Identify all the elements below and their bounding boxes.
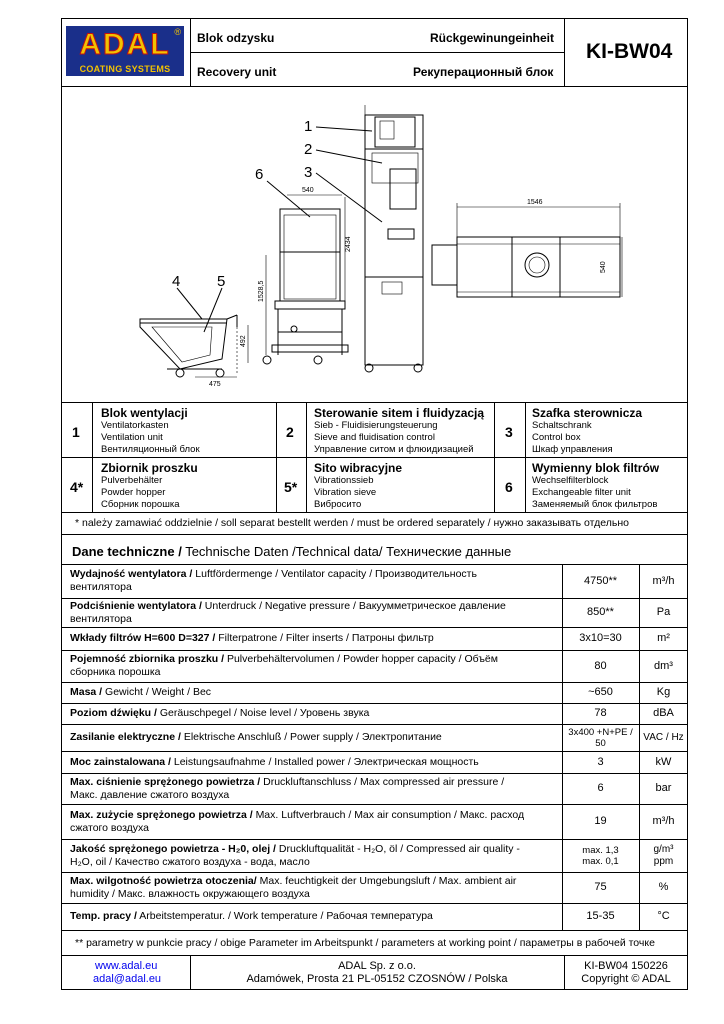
tech-param-unit: m³/h — [652, 815, 675, 827]
tech-param-value: 3 — [597, 755, 604, 768]
tech-param-unit: % — [658, 881, 669, 893]
callout-2: 2 — [304, 141, 313, 158]
tech-param-unit: Kg — [656, 686, 671, 698]
tech-param-unit: dBA — [653, 707, 674, 719]
dim-2434: 2434 — [345, 236, 352, 252]
component-number: 6 — [505, 479, 513, 495]
component-ru: Управление ситом и флюидизацией — [314, 444, 474, 455]
tech-param-unit: Pa — [656, 606, 671, 618]
dim-540-side: 540 — [600, 261, 607, 273]
technical-drawing — [62, 87, 687, 402]
tech-param-name: Pojemność zbiornika proszku / Pulverbehältervolumen / Powder hopper capacity / Объём сборника порошка — [70, 653, 498, 678]
callout-1: 1 — [304, 118, 313, 135]
logo-name: ADAL — [79, 28, 171, 61]
component-de: Wechselfilterblock — [532, 475, 609, 486]
component-name: Zbiornik proszku — [101, 461, 198, 475]
tech-param-name: Jakość sprężonego powietrza - H₂0, olej / Druckluftqualität - H₂O, öl / Compressed air quality - H₂O, oil / Качество сжатого воздуха - вода, масло — [70, 842, 520, 868]
tech-param-value: 850** — [587, 606, 614, 618]
tech-param-name: Wydajność wentylatora / Luftfördermenge / Ventilator capacity / Производительность вентилятора — [70, 568, 477, 593]
component-ru: Заменяемый блок фильтров — [532, 499, 658, 510]
document-id: KI-BW04 150226 — [584, 960, 668, 972]
tech-param-value: 3x400 +N+PE / 50 — [568, 726, 633, 749]
tech-param-value: 15-35 — [586, 910, 615, 922]
tech-title: Dane techniczne / Technische Daten /Technical data/ Технические данные — [72, 544, 512, 559]
tech-param-value: 6 — [597, 782, 604, 794]
tech-param-name: Temp. pracy / Arbeitstemperatur. / Work temperature / Рабочая температура — [70, 910, 433, 922]
company-address: Adamówek, Prosta 21 PL-05152 CZOSNÓW / Polska — [246, 973, 508, 985]
product-code: KI-BW04 — [586, 40, 673, 63]
component-de: Schaltschrank — [532, 420, 592, 431]
tech-param-name: Max. zużycie sprężonego powietrza / Max. Luftverbrauch / Max air consumption / Макс. расход сжатого воздуха — [70, 808, 525, 834]
tech-param-unit: dm³ — [654, 659, 673, 672]
tech-param-value: 19 — [594, 815, 607, 827]
component-number: 4* — [70, 479, 84, 495]
component-de: Vibrationssieb — [314, 475, 374, 486]
tech-param-value: 4750** — [583, 574, 618, 587]
component-name: Sito wibracyjne — [314, 461, 403, 475]
callout-3: 3 — [304, 164, 313, 181]
tech-param-unit: bar — [655, 782, 672, 794]
email-link[interactable]: adal@adal.eu — [93, 973, 162, 985]
component-name: Wymienny blok filtrów — [532, 461, 660, 475]
tech-param-value: 3x10=30 — [579, 632, 622, 644]
company-name: ADAL Sp. z o.o. — [338, 960, 416, 972]
tech-param-name: Max. wilgotność powietrza otoczenia/ Max. feuchtigkeit der Umgebungsluft / Max. ambient air humidity / Макс. влажность окружающего воздуха — [70, 874, 517, 900]
website-link[interactable]: www.adal.eu — [95, 960, 158, 972]
tech-param-unit: °C — [657, 910, 670, 922]
component-en: Powder hopper — [101, 487, 166, 498]
component-name: Szafka sterownicza — [532, 406, 643, 420]
component-number: 1 — [72, 424, 80, 440]
dim-492: 492 — [240, 335, 247, 347]
tech-param-name: Masa / Gewicht / Weight / Вес — [70, 686, 212, 698]
tech-param-name: Podciśnienie wentylatora / Unterdruck / Negative pressure / Вакуумметрическое давление вентилятора — [70, 599, 506, 625]
component-de: Pulverbehälter — [101, 475, 163, 486]
tech-param-unit: VAC / Hz — [643, 732, 684, 743]
component-ru: Шкаф управления — [532, 444, 613, 455]
tech-param-name: Poziom dźwięku / Geräuschpegel / Noise level / Уровень звука — [70, 707, 370, 719]
tech-param-name: Moc zainstalowana / Leistungsaufnahme / Installed power / Электрическая мощность — [70, 755, 479, 768]
callout-6: 6 — [255, 166, 264, 183]
component-de: Ventilatorkasten — [101, 420, 169, 431]
tech-param-name: Wkłady filtrów H=600 D=327 / Filterpatrone / Filter inserts / Патроны фильтр — [70, 632, 434, 644]
component-number: 2 — [286, 424, 294, 440]
component-en: Sieve and fluidisation control — [314, 432, 435, 443]
title-de: Rückgewinungeinheit — [430, 31, 555, 45]
callout-5: 5 — [217, 273, 226, 290]
component-name: Blok wentylacji — [101, 406, 188, 420]
component-ru: Вибросито — [314, 499, 362, 510]
params-note: ** parametry w punkcie pracy / obige Parameter im Arbeitspunkt / parameters at working point / параметры в рабочей точке — [75, 937, 655, 949]
component-en: Ventilation unit — [101, 432, 163, 443]
tech-param-value: 80 — [594, 659, 607, 672]
component-number: 3 — [505, 424, 513, 440]
dim-1528: 1528,5 — [258, 280, 265, 302]
title-ru: Рекуперационный блок — [413, 65, 554, 79]
title-en: Recovery unit — [197, 65, 277, 79]
tech-param-value: 78 — [594, 707, 607, 719]
component-number: 5* — [284, 479, 298, 495]
callout-4: 4 — [172, 273, 181, 290]
tech-param-value: ~650 — [588, 686, 613, 698]
order-note: * należy zamawiać oddzielnie / soll separat bestellt werden / must be ordered separately / нужно заказывать отдельно — [75, 517, 629, 529]
tech-param-value: max. 1,3 max. 0,1 — [582, 844, 619, 867]
tech-param-value: 75 — [594, 881, 607, 893]
adal-logo — [66, 26, 184, 76]
component-name: Sterowanie sitem i fluidyzacją — [314, 406, 485, 420]
tech-param-name: Max. ciśnienie sprężonego powietrza / Druckluftanschluss / Max compressed air pressure / Макс. давление сжатого воздуха — [70, 775, 505, 801]
tech-param-unit: m² — [657, 632, 670, 644]
tech-param-unit: m³/h — [652, 574, 675, 587]
component-ru: Сборник порошка — [101, 499, 180, 510]
tech-param-name: Zasilanie elektryczne / Elektrische Anschluß / Power supply / Электропитание — [70, 731, 442, 743]
tech-param-unit: g/m³ ppm — [653, 843, 674, 867]
logo-subtitle: COATING SYSTEMS — [79, 64, 171, 74]
component-ru: Вентиляционный блок — [101, 444, 200, 455]
copyright: Copyright © ADAL — [581, 973, 671, 985]
title-pl: Blok odzysku — [197, 31, 275, 45]
component-en: Control box — [532, 432, 581, 443]
tech-param-unit: kW — [655, 755, 672, 768]
dim-1546: 1546 — [527, 199, 543, 206]
component-en: Exchangeable filter unit — [532, 487, 631, 498]
dim-475: 475 — [209, 381, 221, 388]
dim-540-top: 540 — [302, 187, 314, 194]
logo-registered-mark: ® — [174, 27, 181, 37]
component-en: Vibration sieve — [314, 487, 377, 498]
component-de: Sieb - Fluidisierungsteuerung — [314, 420, 438, 431]
